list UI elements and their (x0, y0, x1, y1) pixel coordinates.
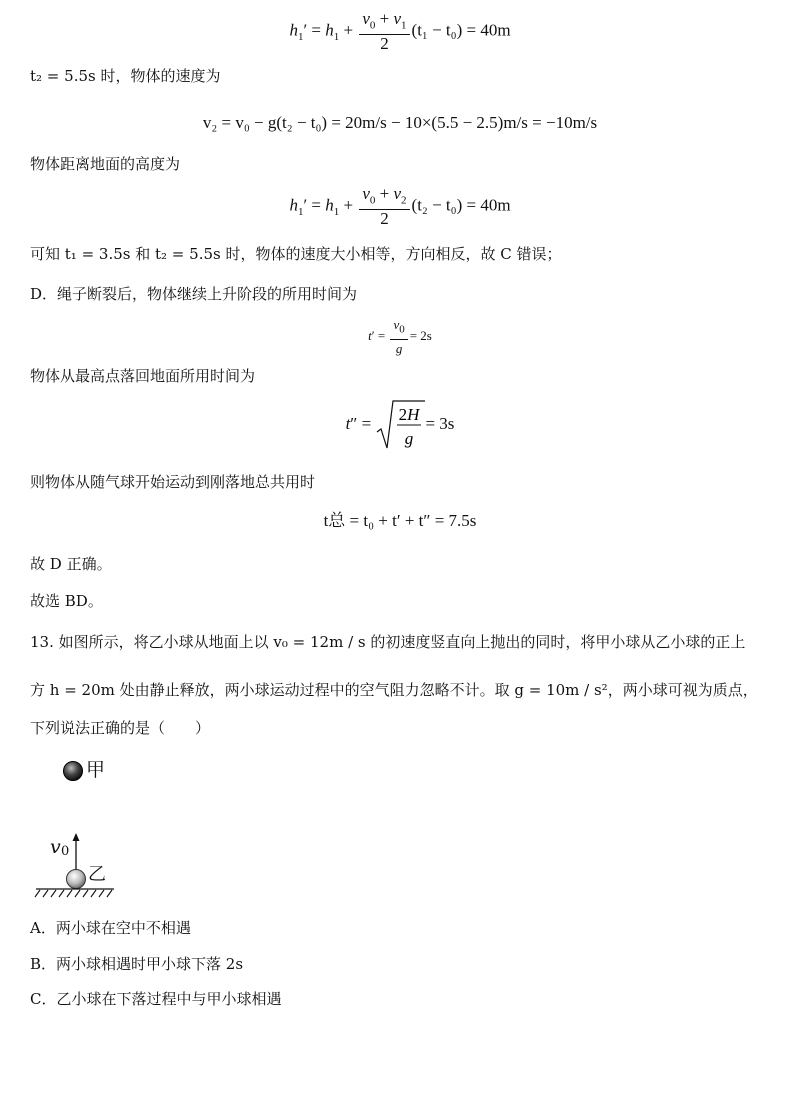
question-13-line-1: 13. 如图所示，将乙小球从地面上以 v₀ = 12m / s 的初速度竖直向上抛出的同时，将甲小球从乙小球的正上 (30, 633, 746, 651)
option-a: A．两小球在空中不相遇 (30, 919, 191, 937)
text-line-answer: 故选 BD。 (30, 592, 103, 610)
equation-t-double-prime: t″ = 2H g = 3s (0, 398, 800, 452)
equation-t-prime: t′ = $\frac{v_0}{g}$ = 2s (368, 317, 432, 356)
arrow-label-subscript: 0 (61, 844, 70, 859)
ball-a-icon (62, 760, 84, 782)
arrow-label-v: v (50, 836, 61, 858)
text-line-d-rise: D．绳子断裂后，物体继续上升阶段的所用时间为 (30, 285, 358, 303)
text-line-conclusion-c: 可知 t₁ = 3.5s 和 t₂ = 5.5s 时，物体的速度大小相等，方向相反，故 C 错误； (30, 245, 562, 263)
figure-ball-a (62, 758, 122, 784)
equation-t-prime-rhs: = 2s (409, 327, 432, 343)
svg-text:g: g (405, 429, 414, 448)
equation-h1-prime-second-rhs: (t₂ − t₀) = 40m (411, 195, 511, 215)
text-line-d-correct: 故 D 正确。 (30, 555, 112, 573)
text-line-total-time: 则物体从随气球开始运动到刚落地总共用时 (30, 473, 316, 491)
question-13-line-3: 下列说法正确的是（ ） (30, 719, 211, 737)
equation-v2: v₂ = v₀ − g(t₂ − t₀) = 20m/s − 10×(5.5 − 2.5)m/s = −10m/s (202, 113, 598, 132)
equation-h1-prime-first: $h_1' = h_1$ + $\frac{v_0 + v_1}{2}$ (t₁ − t₀) = 40m (289, 9, 511, 54)
ball-b-label: 乙 (88, 864, 106, 885)
sqrt-sign (375, 398, 425, 452)
equation-h1-prime-second: $h_1' = h_1$ + $\frac{v_0 + v_2}{2}$ (t₂ − t₀) = 40m (289, 184, 511, 229)
equation-h1-prime-first-rhs: (t₁ − t₀) = 40m (411, 20, 511, 40)
ball-a-label: 甲 (86, 759, 106, 781)
equation-t-total: t总 = t₀ + t′ + t″ = 7.5s (323, 511, 477, 530)
question-13-line-2: 方 h = 20m 处由静止释放，两小球运动过程中的空气阻力忽略不计。取 g = 10m / s²，两小球可视为质点， (30, 681, 758, 699)
svg-text:2H: 2H (399, 405, 420, 424)
ball-b-diagram (30, 830, 140, 900)
option-b: B．两小球相遇时甲小球下落 2s (30, 955, 244, 973)
option-c: C．乙小球在下落过程中与甲小球相遇 (30, 990, 282, 1008)
sqrt-expression (375, 398, 425, 452)
equation-t-double-prime-rhs: = 3s (425, 413, 455, 433)
text-line-t2: t₂ = 5.5s 时，物体的速度为 (30, 67, 221, 85)
figure-ball-b-ground (30, 830, 140, 900)
text-line-fall-time: 物体从最高点落回地面所用时间为 (30, 367, 256, 385)
text-line-height: 物体距离地面的高度为 (30, 155, 181, 173)
